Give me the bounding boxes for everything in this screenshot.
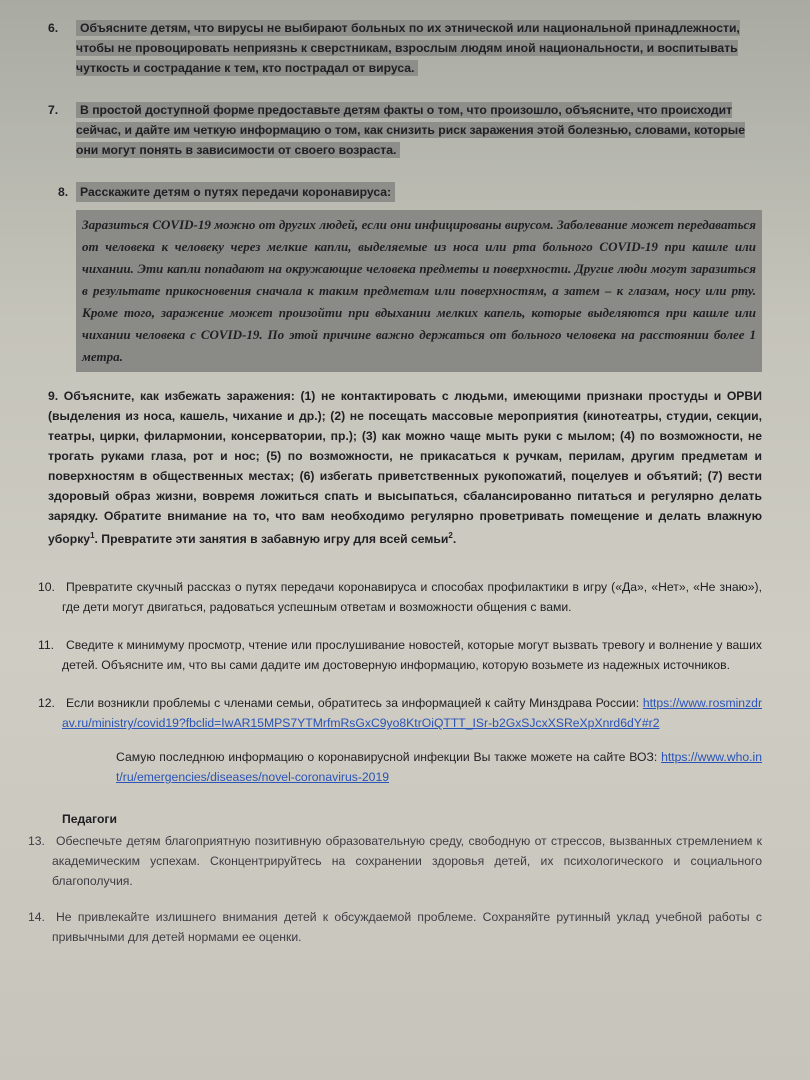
item-text: В простой доступной форме предоставьте детям факты о том, что произошло, объясните, что происходит сейчас, и дайте им четкую информацию о том, как снизить риск заражения этой болезнью, словами, которые они могут понять в зависимости от своего возраста.	[76, 103, 745, 157]
item-number: 7.	[48, 103, 59, 117]
section-title: Расскажите детям о путях передачи коронавируса:	[76, 182, 395, 202]
who-link[interactable]: https://www.who.int/ru/emergencies/diseases/novel-coronavirus-2019	[116, 750, 763, 785]
list-item	[38, 693, 762, 733]
item-text: Объясните детям, что вирусы не выбирают больных по их этнической или национальной принадлежности, чтобы не провоцировать неприязнь к сверстникам, взрослым людям иной национальности, и воспитывать чуткость и сострадание к тем, кто пострадал от вируса.	[76, 21, 740, 75]
item-number: 13.	[28, 834, 45, 849]
item-number: 11.	[38, 638, 55, 653]
who-note	[116, 747, 762, 787]
item-number: 9.	[48, 389, 59, 403]
item-text-3: .	[452, 532, 457, 547]
item-number: 8.	[58, 185, 69, 199]
list-item	[28, 907, 762, 947]
pedagogues-heading: Педагоги	[62, 812, 117, 827]
list-item	[48, 182, 762, 372]
list-item	[48, 18, 762, 78]
footnote-marker: 1	[90, 531, 95, 540]
item-text: Обеспечьте детям благоприятную позитивную образовательную среду, свободную от стрессов, вызванных стремлением к академическим успехам. Сконцентрируйтесь на сохранении здоровья детей, их психологического и социального благополучия.	[52, 834, 762, 889]
transmission-paragraph: Заразиться COVID-19 можно от других людей, если они инфицированы вирусом. Заболевание может передаваться от человека к человеку через мелкие капли, выделяемые из носа или рта больного COVID-19 при кашле или чихании. Эти капли попадают на окружающие человека предметы и поверхности. Другие люди могут заразиться в результате прикосновения сначала к таким предметам или поверхностям, а затем – к глазам, носу или рту. Кроме того, заражение может произойти при вдыхании мелких капель, которые выделяются при кашле или чихании человека с COVID-19. По этой причине важно держаться от больного человека на расстоянии более 1 метра.	[76, 210, 762, 372]
minzdrav-link[interactable]: https://www.rosminzdrav.ru/ministry/covid19?fbclid=IwAR15MPS7YTMrfmRsGxC9yo8KtrOiQTTT_ISr-b2GxSJcxXSReXpXnrd6dY#r2	[62, 696, 763, 731]
item-number: 6.	[48, 21, 59, 35]
note-text: Самую последнюю информацию о коронавирусной инфекции Вы также можете на сайте ВОЗ:	[116, 750, 658, 765]
item-text: Превратите скучный рассказ о путях передачи коронавируса и способах профилактики в игру («Да», «Нет», «Не знаю»), где дети могут двигаться, радоваться успешным ответам и возможности общения с вами.	[62, 580, 762, 615]
list-item	[48, 100, 762, 160]
list-item	[38, 635, 762, 675]
item-number: 12.	[38, 696, 55, 711]
item-text: Сведите к минимуму просмотр, чтение или прослушивание новостей, которые могут вызвать тревогу и волнение у ваших детей. Объясните им, что вы сами дадите им достоверную информацию, которую возьмете из надежных источников.	[62, 638, 762, 673]
item-number: 10.	[38, 580, 55, 595]
item-text: Не привлекайте излишнего внимания детей к обсуждаемой проблеме. Сохраняйте рутинный уклад учебной работы с привычными для детей нормами ее оценки.	[52, 910, 762, 945]
list-item	[38, 577, 762, 617]
item-text: Если возникли проблемы с членами семьи, обратитесь за информацией к сайту Минздрава России:	[66, 696, 640, 711]
footnote-marker: 2	[448, 531, 453, 540]
item-text-2: . Превратите эти занятия в забавную игру для всей семьи	[94, 532, 449, 547]
list-item	[28, 831, 762, 891]
list-item	[48, 386, 762, 549]
item-text: Объясните, как избежать заражения: (1) не контактировать с людьми, имеющими признаки простуды и ОРВИ (выделения из носа, кашель, чихание и др.); (2) не посещать массовые мероприятия (кинотеатры, студии, секции, театры, цирки, филармонии, консерватории, пр.); (3) как можно чаще мыть руки с мылом; (4) по возможности, не трогать руками глаза, рот и нос; (5) по возможности, не прикасаться к ручкам, перилам, другим предметам и поверхностям в общественных местах; (6) избегать приветственных рукопожатий, поцелуев и объятий; (7) вести здоровый образ жизни, вовремя ложиться спать и высыпаться, сбалансированно питаться и регулярно делать зарядку. Обратите внимание на то, что вам необходимо регулярно проветривать помещение и делать влажную уборку	[48, 389, 762, 547]
item-number: 14.	[28, 910, 45, 925]
